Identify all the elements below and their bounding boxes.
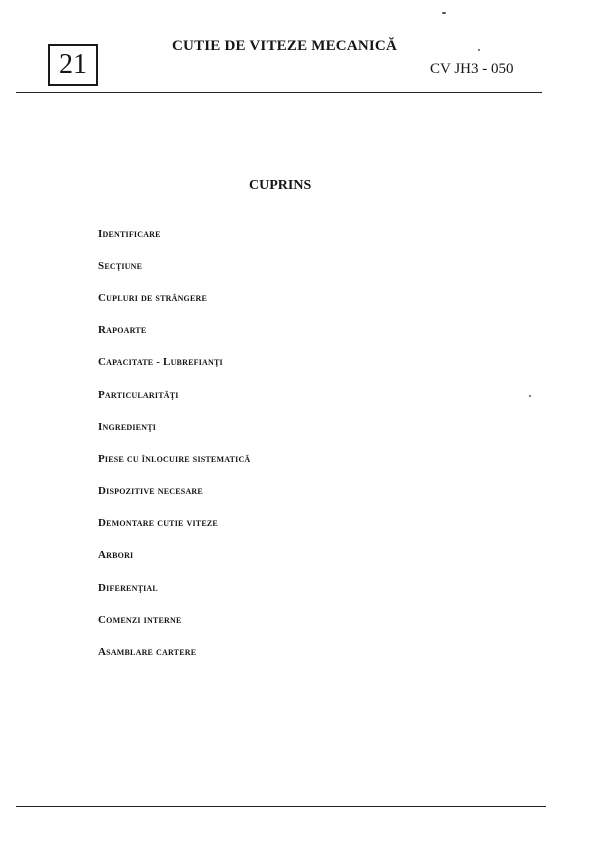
toc-item-arbori: Arbori (98, 549, 134, 561)
toc-item-cupluri: Cupluri de strângere (98, 292, 208, 304)
scan-speck (478, 49, 480, 51)
toc-item-capacitate: Capacitate - Lubrefianţi (98, 356, 223, 368)
toc-item-particularitati: Particularităţi (98, 389, 179, 401)
toc-item-piese: Piese cu înlocuire sistematică (98, 453, 251, 465)
toc-item-sectiune: Secţiune (98, 260, 143, 272)
header-divider (16, 92, 542, 93)
footer-divider (16, 806, 546, 807)
scan-speck (529, 395, 531, 397)
toc-item-asamblare: Asamblare cartere (98, 646, 197, 658)
toc-item-ingredienti: Ingredienţi (98, 421, 157, 433)
toc-heading: CUPRINS (249, 178, 312, 193)
scan-speck (442, 12, 446, 14)
toc-item-demontare: Demontare cutie viteze (98, 517, 218, 529)
toc-item-comenzi: Comenzi interne (98, 614, 182, 626)
document-code: CV JH3 - 050 (430, 61, 514, 77)
toc-item-rapoarte: Rapoarte (98, 324, 147, 336)
page-number: 21 (59, 49, 87, 80)
toc-item-identificare: Identificare (98, 228, 161, 240)
page-number-box (48, 44, 98, 86)
toc-item-diferential: Diferenţial (98, 582, 158, 594)
document-title: CUTIE DE VITEZE MECANICĂ (172, 38, 397, 54)
toc-item-dispozitive: Dispozitive necesare (98, 485, 203, 497)
